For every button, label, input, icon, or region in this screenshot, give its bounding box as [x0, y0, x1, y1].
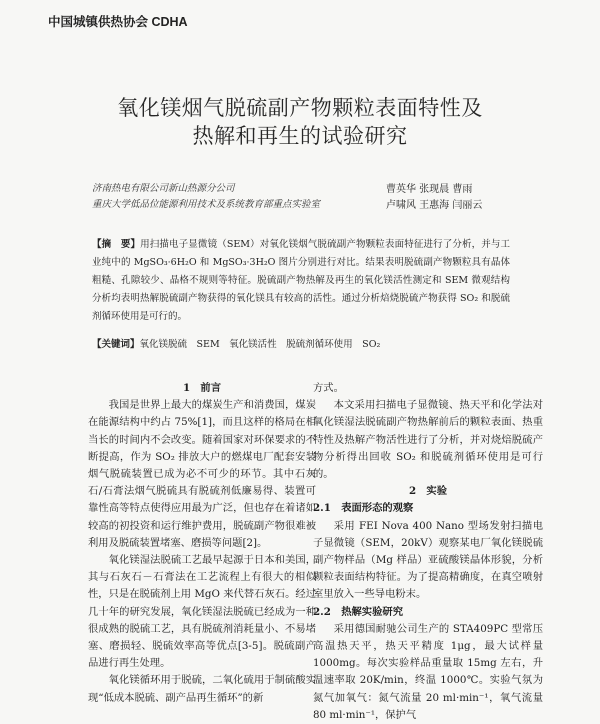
body-right-column — [313, 380, 543, 724]
left-paragraph-2: 氧化镁湿法脱硫工艺最早起源于日本和美国，其与石灰石－石膏法在工艺流程上有很大的相似性，只是在脱硫剂上用 MgO 来代替石灰石。经过几十年的研究发展，氧化镁湿法脱硫已经成为一种很成熟的脱硫工艺，具有脱硫剂消耗量小、不易堵塞、磨损轻、脱硫效率高等优点[3-5]。脱硫副产品进行再生处理。 — [88, 554, 316, 670]
right-paragraph-1: 本文采用扫描电子显微镜、热天平和化学法对氧化镁湿法脱硫副产物热解前后的颗粒表面、热重特性及热解产物活性进行了分析，并对烧焙脱硫产物分析得出回收 SO₂ 和脱硫剂循环使用是可行的。 — [313, 399, 543, 481]
section-1-heading: 1 前言 — [182, 382, 222, 394]
section-2-1-heading: 2.1 表面形态的观察 — [313, 502, 414, 515]
paper-title-line-2: 热解和再生的试验研究 — [192, 124, 408, 148]
section-2-heading: 2 实验 — [408, 485, 448, 498]
abstract — [92, 236, 510, 326]
keywords-text: 氧化镁脱硫 SEM 氧化镁活性 脱硫剂循环使用 SO₂ — [139, 339, 381, 350]
authors-line-2: 卢啸风 王惠海 闫丽云 — [386, 200, 483, 211]
left-paragraph-1: 我国是世界上最大的煤炭生产和消费国，煤炭在能源结构中约占 75%[1]，而且这样的格局在相当长的时间内不会改变。随着国家对环保要求的不断提高，作为 SO₂ 排放大户的燃煤电厂配套安装烟气脱硫装置已成为必不可少的环节。其中石灰石/石膏法烟气脱硫具有脱硫剂低廉易得、装置可靠性高等特点使得应用最为广泛，但也存在着诸如较高的初投资和运行维护费用，脱硫副产物很难被利用及脱硫装置堵塞、磨损等问题[2]。 — [88, 399, 316, 549]
abstract-text: 用扫描电子显微镜（SEM）对氧化镁烟气脱硫副产物颗粒表面特征进行了分析，并与工业纯中的 MgSO₃·6H₂O 和 MgSO₃·3H₂O 图片分别进行对比。结果表明脱硫副产物颗粒具有晶体粗糙、孔隙较少、晶格不规则等特征。脱硫副产物热解及再生的氧化镁活性测定和 SEM 微观结构分析均表明热解脱硫副产物获得的氧化镁具有较高的活性。通过分析焙烧脱硫产物获得 SO₂ 和脱硫剂循环使用是可行的。 — [92, 239, 510, 322]
affiliation-1: 济南热电有限公司新山热源分公司 — [92, 183, 235, 194]
affiliation-2: 重庆大学低品位能源利用技术及系统教育部重点实验室 — [92, 199, 321, 210]
keywords-label: 【关键词】 — [92, 339, 140, 350]
right-paragraph-3: 采用德国耐驰公司生产的 STA409PC 型常压高温热天平，热天平精度 1μg，最大试样量 1000mg。每次实验样品重量取 15mg 左右，升温速率取 20K/min，终温 1000℃。实验气氛为氮气加氧气：氮气流量 20 ml·min⁻¹，氧气流量 80 ml·min⁻¹，保护气 — [313, 622, 543, 721]
authors-line-1: 曹英华 张现晨 曹雨 — [386, 184, 473, 195]
right-paragraph-2: 采用 FEI Nova 400 Nano 型场发射扫描电子显微镜（SEM，20kV）观察某电厂氧化镁脱硫副产物样品（Mg 样品）亚硫酸镁晶体形貌，分析颗粒表面结构特征。为了提高精确度，在真空喷射室里放入一些导电粉末。 — [313, 519, 543, 601]
left-paragraph-3: 氧化镁循环用于脱硫，二氧化硫用于制硫酸实现“低成本脱硫、副产品再生循环”的新 — [88, 674, 316, 704]
header-org: 中国城镇供热协会 CDHA — [48, 15, 188, 29]
body-left-column — [88, 380, 316, 707]
abstract-label: 【摘 要】 — [92, 239, 141, 250]
section-2-2-heading: 2.2 热解实验研究 — [313, 605, 403, 618]
keywords — [92, 336, 512, 350]
paper-title-line-1: 氧化镁烟气脱硫副产物颗粒表面特性及 — [117, 96, 483, 120]
right-paragraph-0: 方式。 — [313, 382, 344, 394]
